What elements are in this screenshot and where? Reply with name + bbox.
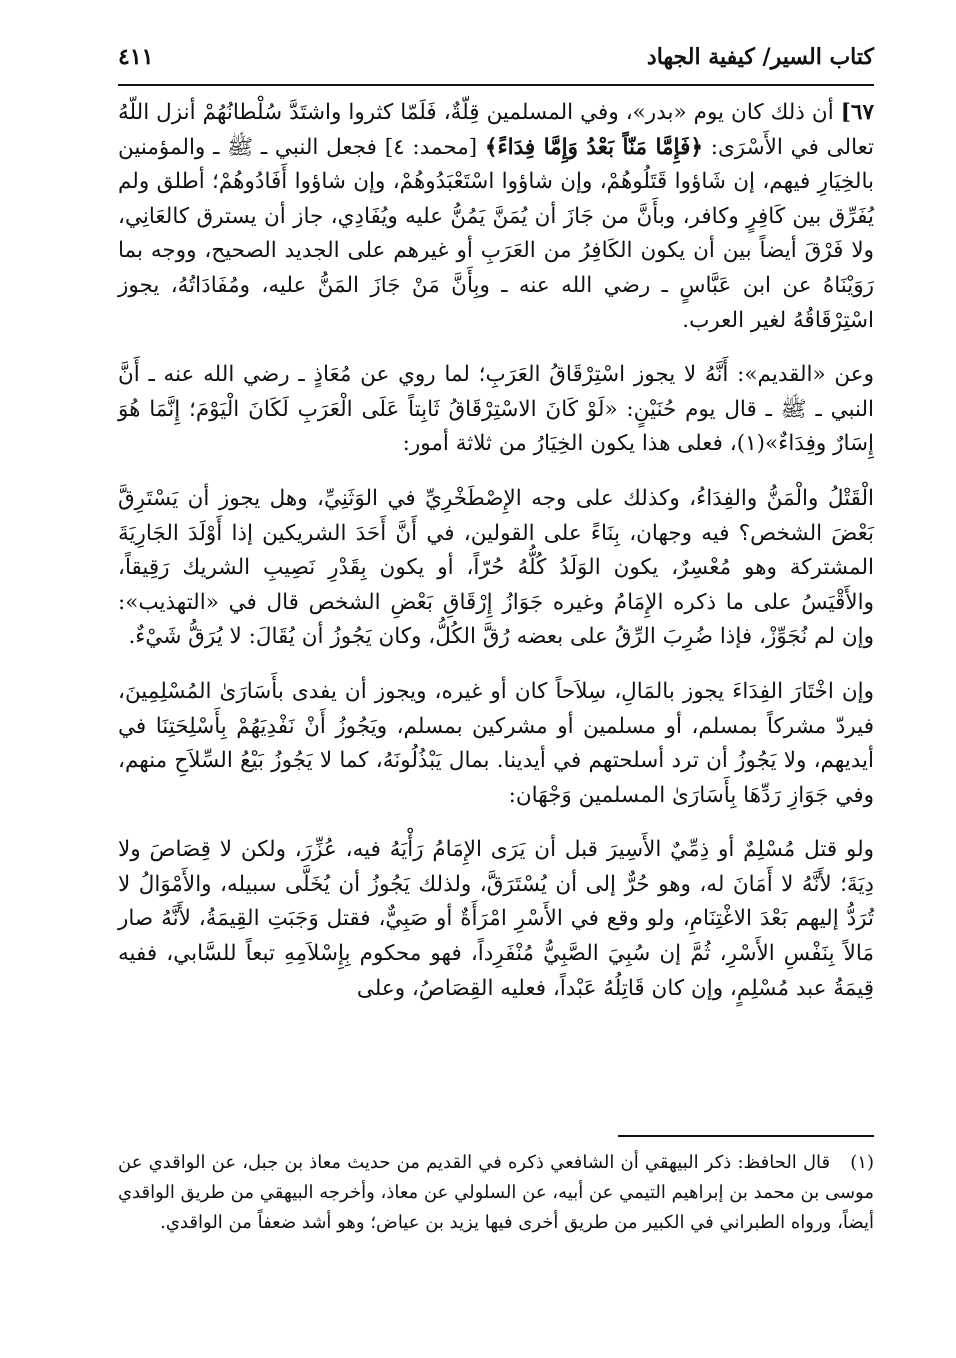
paragraph-5: ولو قتل مُسْلِمٌ أو ذِمِّيٌ الأَسِيرَ قبل أن يَرَى الإِمَامُ رَأْيَهُ فيه، عُزِّرَ، ولكن لا قِصَاصَ ولا دِيَةَ؛ لأَنَّهُ لا أَمَانَ له، وهو حُرٌّ إلى أن يُسْتَرَقَّ، ولذلك يَجُوزُ أن يُخَلَّى سبيله، والأَمْوَالُ لا تُرَدُّ إليهم بَعْدَ الاغْتِنَامِ، ولو وقع في الأَسْرِ امْرَأَةٌ أو صَبِيٌّ، فقتل وَجَبَتِ القِيمَةُ، لأَنَّهُ صار مَالاً بِنَفْسِ الأَسْرِ، ثُمَّ إن سُبِيَ الصَّبِيُّ مُنْفَرِداً، فهو محكوم بِإِسْلاَمِهِ تبعاً للسَّابي، ففيه قِيمَةُ عبد مُسْلِمٍ، وإن كان قَاتِلُهُ عَبْداً، فعليه القِصَاصُ، وعلى xyxy=(118,837,874,1001)
paragraph-1-text-a: أن ذلك كان يوم «بدر»، وفي المسلمين قِلّةٌ، فَلَمّا كثروا واشتَدَّ سُلْطانُهُمْ أنزل اللّهُ تعالى في الأَسْرَى: xyxy=(118,100,875,160)
paragraph-3: الْقَتْلُ والْمَنُّ والفِدَاءُ، وكذلك على وجه الإِصْطَخْرِيِّ في الوَثَنِيِّ، وهل يجوز أن يَسْتَرِقَّ بَعْضَ الشخص؟ فيه وجهان، بِنَاءً على القولين، في أَنَّ أَحَدَ الشريكين إذا أَوْلَدَ الجَارِيَةَ المشتركة وهو مُعْسِرٌ، يكون الوَلَدُ كُلُّهُ حُرّاً، أو يكون بِقَدْرِ نَصِيبِ الشريك رَقِيقاً، والأَقْيَسُ على ما ذكره الإِمَامُ وغيره جَوَازُ إِرْقَاقِ بَعْضِ الشخص قال في «التهذيب»: وإن لم نُجَوِّزْ، فإذا ضُرِبَ الرِّقُ على بعضه رُقَّ الكُلُّ، وكان يَجُوزُ أن يُقَالَ: لا يُرَقُّ شَيْءٌ. xyxy=(118,485,874,650)
footnote-mark: (١) xyxy=(850,1152,874,1173)
paragraph-4: وإن اخْتَارَ الفِدَاءَ يجوز بالمَالِ، سِلاَحاً كان أو غيره، ويجوز أن يفدى بأَسَارَىٰ المُسْلِمِينَ، فيردّ مشركاً بمسلم، أو مسلمين أو مشركين بمسلم، ويَجُوزُ أَنْ نَفْدِيَهُمْ بِأَسْلِحَتِنَا في أيديهم، ولا يَجُوزُ أن ترد أسلحتهم في أيدينا. بمال يَبْذُلُونَهُ، كما لا يَجُوزُ بَيْعُ السِّلاَحِ منهم، وفي جَوَازِ رَدِّهَا بِأَسَارَىٰ المسلمين وَجْهَان: xyxy=(118,678,874,808)
footnote-divider xyxy=(618,1135,874,1137)
footnote-text: قال الحافظ: ذكر البيهقي أن الشافعي ذكره في القديم من حديث معاذ بن جبل، عن الواقدي عن موسى بن محمد بن إبراهيم التيمي عن أبيه، عن السلولي عن معاذ، وأخرجه البيهقي من طريق الواقدي أيضاً، ورواه الطبراني في الكبير من طريق أخرى فيها يزيد بن عياض؛ وهو أشد ضعفاً من الواقدي. xyxy=(118,1152,874,1233)
paragraph-1 xyxy=(118,96,874,338)
header-divider xyxy=(118,84,874,86)
paragraph-number: ٦٧] xyxy=(840,100,874,125)
paragraph-2: وعن «القديم»: أَنَّهُ لا يجوز اسْتِرْقَاقُ العَرَبِ؛ لما روي عن مُعَاذٍ ـ رضي الله عنه ـ أَنَّ النبي ـ ﷺ ـ قال يوم حُنَيْنٍ: «لَوْ كَانَ الاسْتِرْقَاقُ ثَابِتاً عَلَى الْعَرَبِ لَكَانَ الْيَوْمَ؛ إِنَّمَا هُوَ إِسَارٌ وفِدَاءٌ»(١)، فعلى هذا يكون الخِيَارُ من ثلاثة أمور: xyxy=(118,362,874,457)
header-title: كتاب السير/ كيفية الجهاد xyxy=(646,44,874,70)
main-text xyxy=(118,96,874,1026)
footnote xyxy=(118,1148,874,1238)
quran-verse: ﴿فَإِمَّا مَنّاً بَعْدُ وَإِمَّا فِدَاءً﴾ xyxy=(484,134,703,160)
paragraph-1-text-b: [محمد: ٤] فجعل النبي ـ ﷺ ـ والمؤمنين بالخِيَارِ فيهم، إن شَاؤوا قَتَلُوهُمْ، وإن شاؤوا اسْتَعْبَدُوهُمْ، وإن شاؤوا أَفَادُوهُمْ؛ أطلق ولم يُفَرِّق بين كَافِرٍ وكافر، وبأَنَّ من جَازَ أن يُمَنَّ يَمُنُّ عليه ويُفَادِي، جاز أن يسترق كالعَانِي، ولا فَرْقَ أيضاً بين أن يكون الكَافِرُ من العَرَبِ أو غيرهم على الجديد الصحيح، ووجه بما رَوَيْنَاهُ عن ابن عَبَّاسٍ ـ رضي الله عنه ـ وبِأَنَّ مَنْ جَازَ المَنُّ عليه، ومُفَادَاتُهُ، يجوز اسْتِرْقَاقُهُ لغير العرب. xyxy=(118,134,874,333)
running-header xyxy=(118,40,874,80)
page-number: ٤١١ xyxy=(118,44,154,70)
